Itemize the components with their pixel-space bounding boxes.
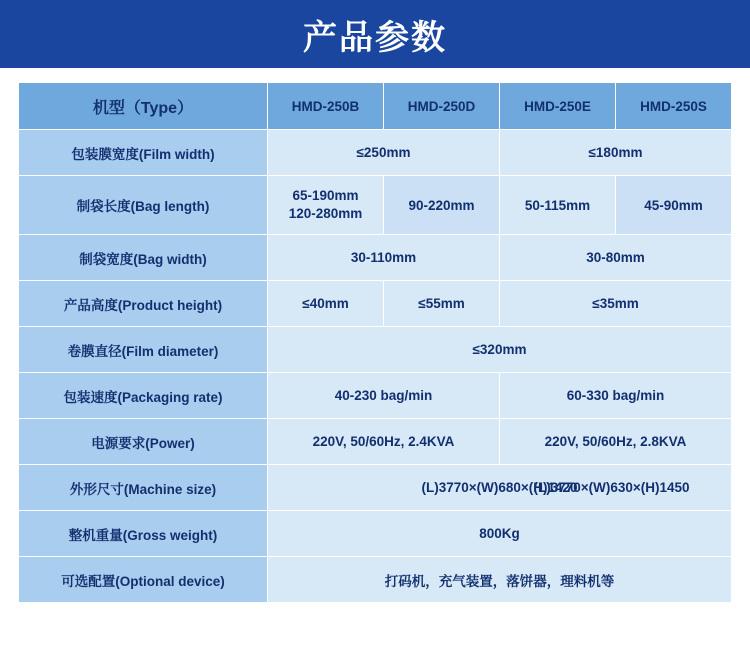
cell-power-2: 220V, 50/60Hz, 2.8KVA	[500, 419, 732, 465]
cell-product-height-3: ≤35mm	[500, 281, 732, 327]
cell-bag-width-2: 30-80mm	[500, 235, 732, 281]
table-row	[19, 130, 732, 176]
cell-film-diameter: ≤320mm	[268, 327, 732, 373]
row-label-film-diameter: 卷膜直径(Film diameter)	[19, 327, 268, 373]
cell-bag-length-1-line2: 120-280mm	[288, 206, 363, 221]
cell-bag-length-4: 45-90mm	[616, 176, 732, 235]
cell-film-width-1: ≤250mm	[268, 130, 500, 176]
cell-bag-length-3: 50-115mm	[500, 176, 616, 235]
table-header-row	[19, 83, 732, 130]
row-label-optional-device: 可选配置(Optional device)	[19, 557, 268, 603]
table-row	[19, 327, 732, 373]
row-label-bag-width: 制袋宽度(Bag width)	[19, 235, 268, 281]
machine-size-text-group	[421, 480, 690, 495]
table-row	[19, 419, 732, 465]
table-row	[19, 373, 732, 419]
row-label-product-height: 产品高度(Product height)	[19, 281, 268, 327]
cell-film-width-2: ≤180mm	[500, 130, 732, 176]
column-header-type: 机型（Type）	[19, 83, 268, 130]
row-label-machine-size: 外形尺寸(Machine size)	[19, 465, 268, 511]
cell-bag-length-2: 90-220mm	[384, 176, 500, 235]
cell-packaging-rate-1: 40-230 bag/min	[268, 373, 500, 419]
row-label-film-width: 包装膜宽度(Film width)	[19, 130, 268, 176]
cell-bag-length-1-line1: 65-190mm	[292, 187, 359, 203]
row-label-bag-length: 制袋长度(Bag length)	[19, 176, 268, 235]
cell-optional-device: 打码机，充气装置，落饼器，理料机等	[268, 557, 732, 603]
table-row	[19, 557, 732, 603]
row-label-power: 电源要求(Power)	[19, 419, 268, 465]
cell-gross-weight: 800Kg	[268, 511, 732, 557]
table-row	[19, 235, 732, 281]
table-row	[19, 511, 732, 557]
cell-packaging-rate-2: 60-330 bag/min	[500, 373, 732, 419]
page-title-bar	[0, 0, 750, 68]
column-header-model-2: HMD-250D	[384, 83, 500, 130]
table-row	[19, 281, 732, 327]
table-row	[19, 176, 732, 235]
column-header-model-4: HMD-250S	[616, 83, 732, 130]
spec-table-container	[0, 68, 750, 603]
cell-machine-size-primary: (L)3770×(W)680×(H)1420	[421, 480, 578, 495]
cell-machine-size-overlap: (L)3770×(W)630×(H)1450	[533, 480, 690, 495]
cell-bag-width-1: 30-110mm	[268, 235, 500, 281]
row-label-gross-weight: 整机重量(Gross weight)	[19, 511, 268, 557]
table-row	[19, 465, 732, 511]
page-title: 产品参数	[303, 18, 447, 57]
cell-power-1: 220V, 50/60Hz, 2.4KVA	[268, 419, 500, 465]
column-header-model-3: HMD-250E	[500, 83, 616, 130]
row-label-packaging-rate: 包装速度(Packaging rate)	[19, 373, 268, 419]
cell-product-height-2: ≤55mm	[384, 281, 500, 327]
cell-bag-length-1	[268, 176, 384, 235]
spec-table	[18, 82, 732, 603]
column-header-model-1: HMD-250B	[268, 83, 384, 130]
cell-machine-size	[268, 465, 732, 511]
cell-product-height-1: ≤40mm	[268, 281, 384, 327]
